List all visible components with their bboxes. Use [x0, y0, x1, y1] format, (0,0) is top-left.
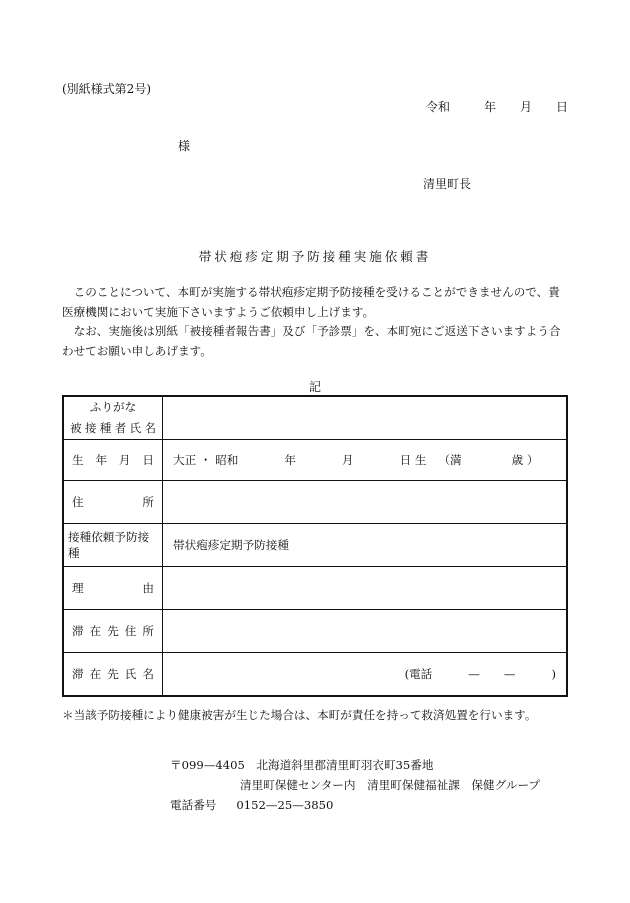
contact-phone	[170, 795, 540, 815]
reason-label-cell: 理 由	[63, 567, 163, 610]
stay-name-field[interactable]	[163, 653, 568, 697]
stay-address-field[interactable]	[163, 610, 568, 653]
row-vaccine	[63, 524, 567, 567]
body-paragraph-2: なお、実施後は別紙「被接種者報告書」及び「予診票」を、本町宛にご返送下さいますよう合わせてお願い申しあげます。	[62, 324, 561, 358]
address-label-cell: 住 所	[63, 481, 163, 524]
dob-year: 年	[284, 453, 296, 467]
vaccine-value: 帯状疱疹定期予防接種	[163, 524, 568, 567]
date-month: 月	[520, 100, 533, 114]
dob-month: 月	[341, 453, 354, 467]
row-name	[63, 396, 567, 440]
dob-field[interactable]	[163, 440, 568, 481]
contact-block	[170, 755, 540, 815]
stay-name-label-cell: 滞 在 先 氏 名	[63, 653, 163, 697]
dob-era: 大正 ・ 昭和	[173, 453, 239, 467]
dob-age-close: 歳 ）	[511, 453, 539, 467]
reason-field[interactable]	[163, 567, 568, 610]
name-field[interactable]	[163, 396, 568, 440]
date-era: 令和	[426, 100, 451, 114]
row-dob	[63, 440, 567, 481]
date-line	[426, 98, 568, 115]
row-stay-address	[63, 610, 567, 653]
row-address	[63, 481, 567, 524]
phone-close: )	[551, 667, 556, 681]
document-title: 帯状疱疹定期予防接種実施依頼書	[198, 249, 432, 264]
contact-phone-number: 0152—25—3850	[236, 798, 334, 812]
phone-dash-2: —	[503, 667, 516, 681]
form-number: (別紙様式第2号)	[62, 82, 151, 96]
dob-age-open: （満	[438, 453, 462, 467]
body-paragraph-1: このことについて、本町が実施する帯状疱疹定期予防接種を受けることができませんので、貴医療機関において実施下さいますようご依頼申し上げます。	[62, 285, 560, 319]
contact-postal-address: 〒099—4405 北海道斜里郡清里町羽衣町35番地	[170, 758, 434, 772]
stay-address-label-cell: 滞 在 先 住 所	[63, 610, 163, 653]
name-label-cell	[63, 396, 163, 440]
furigana-label: ふりがな	[89, 400, 137, 414]
date-day: 日	[556, 100, 569, 114]
row-stay-name	[63, 653, 567, 697]
address-field[interactable]	[163, 481, 568, 524]
contact-office: 清里町保健センター内 清里町保健福祉課 保健グループ	[240, 778, 541, 792]
ki-mark: 記	[308, 380, 321, 394]
phone-open: (電話	[404, 667, 433, 681]
issuer: 清里町長	[423, 177, 472, 191]
dob-day-born: 日 生	[399, 453, 427, 467]
date-year: 年	[484, 100, 497, 114]
request-form-table	[62, 395, 568, 697]
vaccine-label: 接種依頼予防接種	[63, 524, 163, 567]
row-reason	[63, 567, 567, 610]
contact-phone-label: 電話番号	[170, 798, 217, 812]
name-label: 被 接 種 者 氏 名	[70, 421, 156, 435]
dob-label-cell: 生 年 月 日	[63, 440, 163, 481]
body-text	[62, 283, 570, 361]
phone-dash-1: —	[468, 667, 480, 681]
addressee-suffix: 様	[178, 139, 191, 153]
liability-note: ＊当該予防接種により健康被害が生じた場合は、本町が責任を持って救済処置を行います。	[62, 708, 537, 722]
